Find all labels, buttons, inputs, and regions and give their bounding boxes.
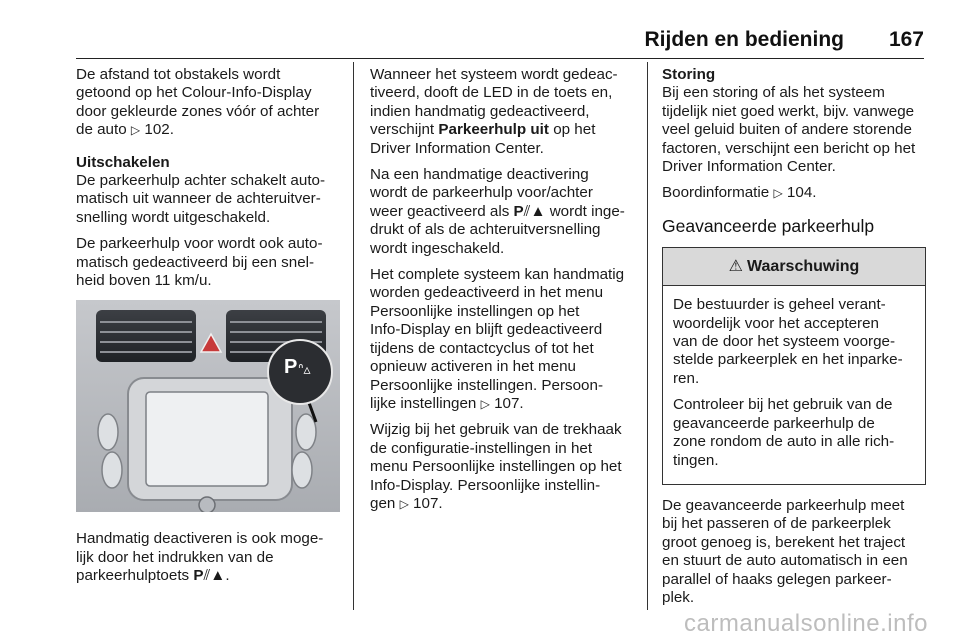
message-name: Parkeerhulp uit: [438, 121, 549, 139]
sensor-wave-icon: ⫽▲: [523, 202, 546, 220]
header-title: Rijden en bediening: [644, 28, 844, 51]
arrow-icon: ▷: [130, 123, 141, 138]
page-ref-link[interactable]: 107.: [413, 494, 443, 512]
sensor-wave-icon: ⫽▲: [203, 567, 226, 585]
warning-title: Waarschuwing: [747, 257, 860, 275]
page-ref-link[interactable]: 104.: [786, 184, 817, 202]
page-number: 167: [888, 28, 924, 51]
intro-paragraph: De afstand tot obstakels wordt getoond op het Colour-Info-Display door gekleurde zones vóór of achter de auto ▷ 102.: [76, 66, 320, 139]
arrow-icon: ▷: [399, 496, 409, 511]
section-heading: Uitschakelen: [76, 153, 170, 171]
towbar-paragraph: Wijzig bij het gebruik van de trekhaak de configuratie-instellingen in het menu Persoonlijke instellingen op het Info-Display. Persoonlijke instellin- gen ▷ 107.: [370, 421, 622, 512]
led-paragraph: Wanneer het systeem wordt gedeac- tiveerd, dooft de LED in de toets en, indien handmatig gedeactiveerd, verschijnt Parkeerhulp uit op het Driver Information Center.: [370, 66, 618, 157]
section-heading: Storing: [662, 66, 716, 83]
warning-header: [663, 248, 925, 286]
page-header: [76, 26, 924, 59]
warning-body: De bestuurder is geheel verant- woordelijk voor het accepteren van de door het systeem voorge- stelde parkeerplek en het inparke- ren. Controleer bij het gebruik van de geavanceerde parkeerhulp de zone rondom de auto in alle rich- tingen.: [673, 296, 903, 469]
parking-assist-icon: P: [284, 356, 298, 379]
switch-off-section: Uitschakelen De parkeerhulp achter schakelt auto- matisch uit wanneer de achteruitver- snelling wordt uitgeschakeld.: [76, 154, 340, 228]
parking-assist-icon: P: [513, 202, 524, 220]
column-divider: [353, 62, 354, 610]
column-2: [370, 66, 634, 521]
front-sensor-paragraph: De parkeerhulp voor wordt ook auto- matisch gedeactiveerd bij een snel- heid boven 11 km/u.: [76, 235, 323, 290]
system-deactivate-paragraph: Het complete systeem kan handmatig worden gedeactiveerd in het menu Persoonlijke instellingen op het Info-Display en blijft gedeactiveerd tijdens de contactcyclus of tot het opnieuw activeren in het menu Persoonlijke instellingen. Persoon- lijke instellingen ▷ 107.: [370, 266, 625, 412]
dashboard-illustration: [76, 300, 340, 512]
advanced-paragraph: De geavanceerde parkeerhulp meet bij het passeren of de parkeerplek groot genoeg is, berekent het traject en stuurt de auto automatisch in een parallel of haaks gelegen parkeer- plek.: [662, 496, 908, 606]
manual-deactivate-paragraph: Handmatig deactiveren is ook moge- lijk door het indrukken van de parkeerhulptoets P⫽▲.: [76, 530, 324, 585]
dashboard-photo: [76, 300, 340, 512]
parking-assist-icon: P: [193, 567, 204, 585]
arrow-icon: ▷: [480, 396, 490, 411]
board-info-ref: Boordinformatie ▷ 104.: [662, 184, 817, 202]
page-ref-link[interactable]: 107.: [494, 394, 524, 412]
page-ref-link[interactable]: 102.: [144, 121, 174, 139]
warning-triangle-icon: ⚠: [728, 257, 744, 275]
column-1: [76, 66, 340, 594]
warning-box: [662, 247, 926, 485]
reactivation-paragraph: Na een handmatige deactivering wordt de parkeerhulp voor/achter weer geactiveerd als P⫽▲ wordt inge- drukt of als de achteruitversnelling wordt ingeschakeld.: [370, 166, 625, 257]
section-title: Geavanceerde parkeerhulp: [662, 215, 875, 236]
watermark: carmanualsonline.info: [684, 610, 928, 637]
column-3: [662, 66, 926, 615]
arrow-icon: ▷: [773, 186, 783, 201]
column-divider: [647, 62, 648, 610]
sensor-wave-icon: ᐢ▵: [298, 361, 311, 378]
fault-section: Storing Bij een storing of als het systeem tijdelijk niet goed werkt, bijv. vanwege veel geluid buiten of andere storende factoren, verschijnt een bericht op het Driver Information Center.: [662, 66, 926, 176]
